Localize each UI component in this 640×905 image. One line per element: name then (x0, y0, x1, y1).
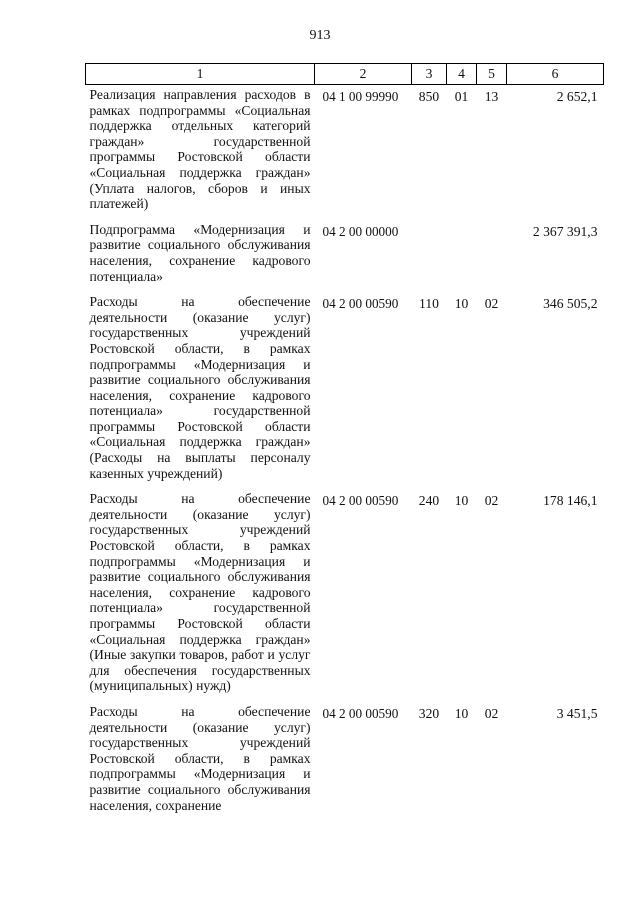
page-number: 913 (309, 28, 331, 43)
row-description: Подпрограмма «Модернизация и развитие социального обслуживания населения, сохранение кадрового потенциала» (89, 221, 311, 284)
row-amount: 3 451,5 (556, 705, 598, 721)
row-description: Расходы на обеспечение деятельности (оказание услуг) государственных учреждений Ростовской области, в рамках подпрограммы «Модернизация и развитие социального обслуживания населения, сохранение кадрового потенциала» государственной программы Ростовской области «Социальная поддержка граждан» (Расходы на выплаты персоналу казенных учреждений) (89, 294, 311, 481)
row-col5: 02 (484, 296, 499, 312)
row-description: Реализация направления расходов в рамках подпрограммы «Социальная поддержка отдельных категорий граждан» государственной программы Ростовской области «Социальная поддержка граждан» (Уплата налогов, сборов и иных платежей) (89, 87, 311, 212)
row-description: Расходы на обеспечение деятельности (оказание услуг) государственных учреждений Ростовской области, в рамках подпрограммы «Модернизация и развитие социального обслуживания населения, сохранение (89, 703, 311, 813)
table-body (86, 85, 604, 822)
row-col4: 10 (454, 705, 469, 721)
row-col3: 320 (418, 705, 440, 721)
header-col-3: 3 (412, 64, 447, 85)
table-row (86, 702, 604, 821)
row-amount: 2 367 391,3 (532, 223, 598, 239)
header-col-6: 6 (507, 64, 604, 85)
row-code: 04 2 00 00000 (322, 223, 399, 239)
row-col5 (477, 220, 507, 292)
row-col4: 10 (454, 296, 469, 312)
header-row (86, 64, 604, 85)
table-row (86, 292, 604, 489)
table-row (86, 220, 604, 292)
row-amount: 2 652,1 (556, 89, 598, 104)
table-header (86, 64, 604, 85)
table-row (86, 489, 604, 702)
row-code: 04 1 00 99990 (322, 89, 399, 104)
row-col4: 10 (454, 493, 469, 509)
header-col-5: 5 (477, 64, 507, 85)
row-col3: 240 (418, 493, 440, 509)
row-col3: 110 (419, 296, 439, 312)
table-row (86, 85, 604, 220)
row-col3: 850 (418, 89, 440, 104)
header-col-4: 4 (447, 64, 477, 85)
row-col5: 02 (484, 705, 499, 721)
header-col-2: 2 (315, 64, 412, 85)
row-col5: 02 (484, 493, 499, 509)
row-col4 (447, 220, 477, 292)
row-amount: 178 146,1 (543, 493, 598, 509)
header-col-1: 1 (86, 64, 315, 85)
row-col3 (412, 220, 447, 292)
row-code: 04 2 00 00590 (322, 296, 399, 312)
budget-table (85, 63, 604, 821)
row-amount: 346 505,2 (543, 296, 598, 312)
row-description: Расходы на обеспечение деятельности (оказание услуг) государственных учреждений Ростовской области, в рамках подпрограммы «Модернизация и развитие социального обслуживания населения, сохранение кадрового потенциала» государственной программы Ростовской области «Социальная поддержка граждан» (Иные закупки товаров, работ и услуг для обеспечения государственных (муниципальных) нужд) (89, 491, 311, 694)
row-code: 04 2 00 00590 (322, 705, 399, 721)
row-code: 04 2 00 00590 (322, 493, 399, 509)
row-col5: 13 (484, 89, 499, 104)
row-col4: 01 (454, 89, 469, 104)
